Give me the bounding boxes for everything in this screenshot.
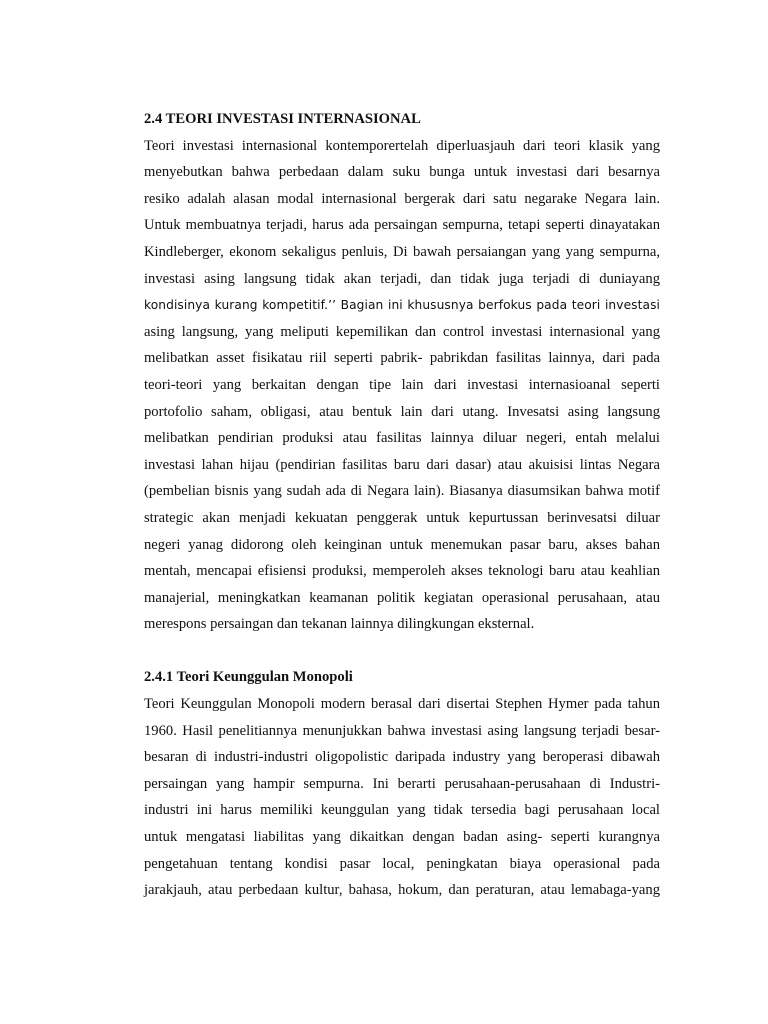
paragraph-line: negeri yanag didorong oleh keinginan untuk menemukan pasar baru, akses bahan (144, 536, 660, 553)
document-page (144, 106, 660, 904)
section-heading-2-4-1: 2.4.1 Teori Keunggulan Monopoli (144, 669, 353, 686)
paragraph-line: Teori Keunggulan Monopoli modern berasal dari disertai Stephen Hymer pada tahun (144, 696, 660, 713)
paragraph-line: Kindleberger, ekonom sekaligus penluis, Di bawah persaiangan yang yang sempurna, (144, 243, 660, 260)
paragraph-line: manajerial, meningkatkan keamanan politik kegiatan operasional perusahaan, atau (144, 589, 660, 606)
section-paragraph-2-4 (144, 133, 660, 638)
paragraph-line: besaran di industri-industri oligopolistic daripada industry yang beroperasi dibawah (144, 749, 660, 766)
paragraph-line: mentah, mencapai efisiensi produksi, memperoleh akses teknologi baru atau keahlian (144, 563, 660, 580)
paragraph-line: portofolio saham, obligasi, atau bentuk lain dari utang. Invesatsi asing langsung (144, 403, 660, 420)
paragraph-line: investasi lahan hijau (pendirian fasilitas baru dari dasar) atau akuisisi lintas Negara (144, 456, 660, 473)
section-heading-2-4: 2.4 TEORI INVESTASI INTERNASIONAL (144, 111, 421, 127)
paragraph-line: strategic akan menjadi kekuatan penggerak untuk kepurtussan berinvesatsi diluar (144, 509, 660, 526)
paragraph-line: (pembelian bisnis yang sudah ada di Negara lain). Biasanya diasumsikan bahwa motif (144, 483, 660, 500)
paragraph-line: melibatkan asset fisikatau riil seperti pabrik- pabrikdan fasilitas lainnya, dari pada (144, 350, 660, 367)
section-paragraph-2-4-1 (144, 691, 660, 904)
paragraph-line: 1960. Hasil penelitiannya menunjukkan bahwa investasi asing langsung terjadi besar- (144, 722, 660, 739)
paragraph-line: asing langsung, yang meliputi kepemilikan dan control investasi internasional yang (144, 323, 660, 340)
paragraph-line: menyebutkan bahwa perbedaan dalam suku bunga untuk investasi dari besarnya (144, 164, 660, 181)
paragraph-line: persaingan yang hampir sempurna. Ini berarti perusahaan-perusahaan di Industri- (144, 775, 660, 792)
paragraph-line: Untuk membuatnya terjadi, harus ada persaingan sempurna, tetapi seperti dinayatakan (144, 217, 660, 234)
paragraph-line: industri ini harus memiliki keunggulan yang tidak tersedia bagi perusahaan local (144, 802, 660, 819)
paragraph-line: kondisinya kurang kompetitif.’’ Bagian ini khususnya berfokus pada teori investasi (144, 298, 660, 313)
section-spacer (144, 638, 660, 665)
paragraph-line: Teori investasi internasional kontemporertelah diperluasjauh dari teori klasik yang (144, 137, 660, 154)
paragraph-line: jarakjauh, atau perbedaan kultur, bahasa, hokum, dan peraturan, atau lemabaga-yang (144, 882, 660, 899)
paragraph-line: teori-teori yang berkaitan dengan tipe lain dari investasi internasioanal seperti (144, 376, 660, 393)
paragraph-line: melibatkan pendirian produksi atau fasilitas lainnya diluar negeri, entah melalui (144, 430, 660, 447)
paragraph-line: investasi asing langsung tidak akan terjadi, dan tidak juga terjadi di duniayang (144, 270, 660, 287)
paragraph-line: pengetahuan tentang kondisi pasar local, peningkatan biaya operasional pada (144, 855, 660, 872)
paragraph-line: untuk mengatasi liabilitas yang dikaitkan dengan badan asing- seperti kurangnya (144, 829, 660, 846)
paragraph-line: merespons persaingan dan tekanan lainnya dilingkungan eksternal. (144, 616, 535, 633)
paragraph-line: resiko adalah alasan modal internasional bergerak dari satu negarake Negara lain. (144, 190, 660, 207)
